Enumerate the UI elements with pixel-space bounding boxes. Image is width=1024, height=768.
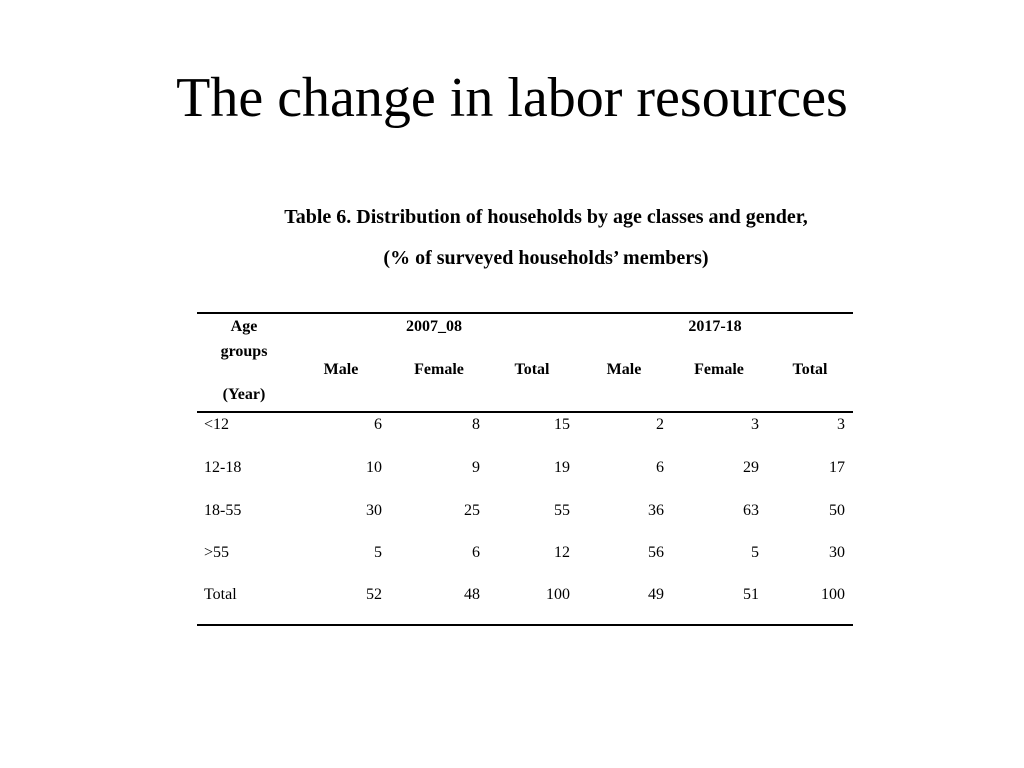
row-label: Total <box>204 586 237 603</box>
header-period-2017-18: 2017-18 <box>688 318 742 335</box>
table-caption-line-1: Table 6. Distribution of households by age classes and gender, <box>284 206 808 228</box>
table-cell: 55 <box>554 502 570 519</box>
table-cell: 52 <box>366 586 382 603</box>
row-label: <12 <box>204 416 230 433</box>
table-cell: 50 <box>829 502 845 519</box>
table-caption-line-2: (% of surveyed households’ members) <box>383 247 709 269</box>
header-groups-label: groups <box>220 343 268 360</box>
table-cell: 6 <box>472 544 480 561</box>
header-age-label: Age <box>230 318 258 335</box>
table-cell: 5 <box>751 544 759 561</box>
table-cell: 8 <box>472 416 480 433</box>
header-col-female-2: Female <box>694 361 744 378</box>
header-period-2007-08: 2007_08 <box>406 318 462 335</box>
header-col-total-2: Total <box>792 361 828 378</box>
header-col-male-2: Male <box>606 361 642 378</box>
header-col-male-1: Male <box>323 361 359 378</box>
table-cell: 30 <box>829 544 845 561</box>
table-row <box>197 414 853 436</box>
table-cell: 6 <box>374 416 382 433</box>
table-cell: 3 <box>837 416 845 433</box>
table-cell: 49 <box>648 586 664 603</box>
table-cell: 10 <box>366 459 382 476</box>
table-cell: 17 <box>829 459 845 476</box>
table-cell: 56 <box>648 544 664 561</box>
table-cell: 2 <box>656 416 664 433</box>
header-col-female-1: Female <box>414 361 464 378</box>
table-cell: 63 <box>743 502 759 519</box>
row-label: 12-18 <box>204 459 242 476</box>
table-cell: 9 <box>472 459 480 476</box>
table-cell: 3 <box>751 416 759 433</box>
table-cell: 36 <box>648 502 664 519</box>
table-cell: 15 <box>554 416 570 433</box>
header-col-total-1: Total <box>514 361 550 378</box>
table-cell: 100 <box>546 586 570 603</box>
table-cell: 48 <box>464 586 480 603</box>
table-cell: 25 <box>464 502 480 519</box>
table-cell: 29 <box>743 459 759 476</box>
table-cell: 19 <box>554 459 570 476</box>
table-cell: 5 <box>374 544 382 561</box>
table-cell: 12 <box>554 544 570 561</box>
row-label: >55 <box>204 544 230 561</box>
table-cell: 51 <box>743 586 759 603</box>
row-label: 18-55 <box>204 502 242 519</box>
table-row <box>197 500 853 522</box>
table-cell: 30 <box>366 502 382 519</box>
table-row <box>197 457 853 479</box>
table-cell: 6 <box>656 459 664 476</box>
table-header <box>197 314 853 413</box>
slide-title: The change in labor resources <box>176 67 848 129</box>
table-row <box>197 542 853 564</box>
table-row-total <box>197 584 853 606</box>
table-cell: 100 <box>821 586 845 603</box>
data-table <box>197 312 853 626</box>
header-year-label: (Year) <box>222 386 266 403</box>
